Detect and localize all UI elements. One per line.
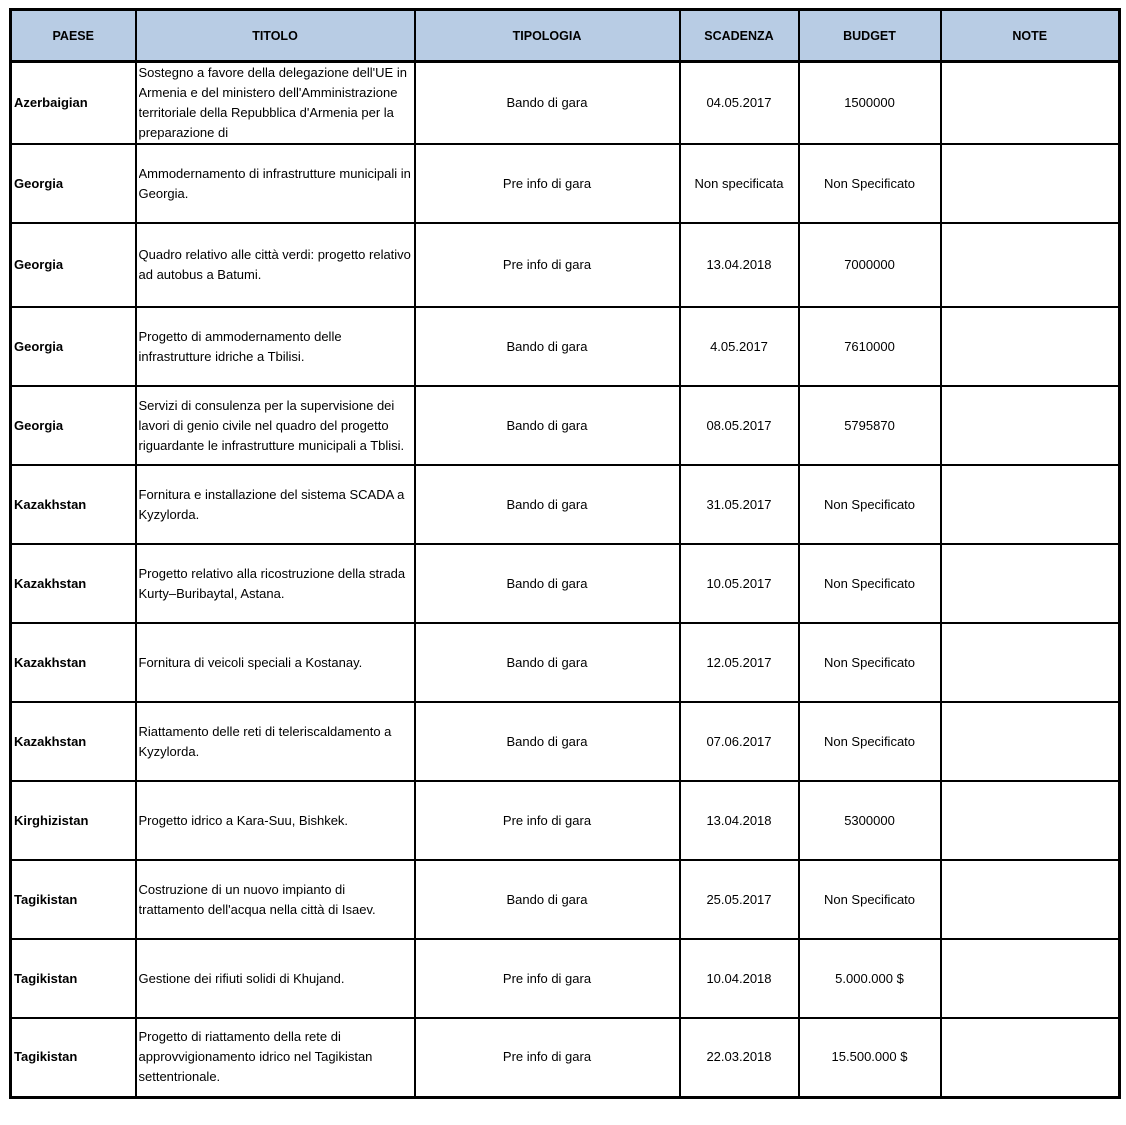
cell-budget[interactable]: Non Specificato bbox=[799, 465, 941, 544]
cell-budget[interactable]: 7610000 bbox=[799, 307, 941, 386]
cell-tipologia[interactable]: Bando di gara bbox=[415, 307, 680, 386]
cell-titolo-text: Costruzione di un nuovo impianto di trattamento dell'acqua nella città di Isaev. bbox=[138, 881, 376, 917]
cell-tipologia[interactable]: Bando di gara bbox=[415, 62, 680, 145]
cell-titolo-text: Progetto idrico a Kara-Suu, Bishkek. bbox=[138, 812, 349, 828]
cell-note[interactable] bbox=[941, 144, 1120, 223]
table-row bbox=[11, 702, 1120, 781]
cell-budget[interactable]: 15.500.000 $ bbox=[799, 1018, 941, 1097]
cell-note[interactable] bbox=[941, 702, 1120, 781]
table-row bbox=[11, 860, 1120, 939]
cell-paese[interactable]: Kazakhstan bbox=[11, 623, 136, 702]
cell-paese[interactable]: Azerbaigian bbox=[11, 62, 136, 145]
tenders-table bbox=[9, 8, 1121, 1099]
cell-titolo[interactable] bbox=[136, 465, 415, 544]
cell-note[interactable] bbox=[941, 307, 1120, 386]
cell-scadenza[interactable]: 31.05.2017 bbox=[680, 465, 799, 544]
cell-budget[interactable]: 1500000 bbox=[799, 62, 941, 145]
cell-scadenza[interactable]: 04.05.2017 bbox=[680, 62, 799, 145]
cell-note[interactable] bbox=[941, 62, 1120, 145]
cell-titolo-text: Progetto di riattamento della rete di approvvigionamento idrico nel Tagikistan settentrionale. bbox=[138, 1029, 373, 1085]
cell-scadenza[interactable]: 13.04.2018 bbox=[680, 223, 799, 307]
cell-titolo[interactable] bbox=[136, 702, 415, 781]
cell-titolo[interactable] bbox=[136, 386, 415, 465]
cell-tipologia[interactable]: Bando di gara bbox=[415, 465, 680, 544]
table-row bbox=[11, 465, 1120, 544]
cell-scadenza[interactable]: 25.05.2017 bbox=[680, 860, 799, 939]
header-row bbox=[11, 10, 1120, 62]
cell-tipologia[interactable]: Pre info di gara bbox=[415, 223, 680, 307]
cell-budget[interactable]: Non Specificato bbox=[799, 144, 941, 223]
cell-budget[interactable]: 7000000 bbox=[799, 223, 941, 307]
cell-titolo-text: Sostegno a favore della delegazione dell'UE in Armenia e del ministero dell'Amministrazione territoriale della Repubblica d'Armenia per la preparazione di bbox=[138, 65, 407, 140]
table-row bbox=[11, 144, 1120, 223]
cell-paese[interactable]: Kazakhstan bbox=[11, 544, 136, 623]
header-scadenza[interactable]: SCADENZA bbox=[680, 10, 799, 62]
cell-scadenza[interactable]: Non specificata bbox=[680, 144, 799, 223]
header-titolo[interactable]: TITOLO bbox=[136, 10, 415, 62]
cell-paese[interactable]: Kazakhstan bbox=[11, 465, 136, 544]
cell-paese[interactable]: Tagikistan bbox=[11, 939, 136, 1018]
table-row bbox=[11, 939, 1120, 1018]
cell-paese[interactable]: Georgia bbox=[11, 307, 136, 386]
table-row bbox=[11, 781, 1120, 860]
cell-budget[interactable]: Non Specificato bbox=[799, 544, 941, 623]
cell-titolo-text: Fornitura e installazione del sistema SCADA a Kyzylorda. bbox=[138, 486, 405, 522]
spreadsheet bbox=[9, 8, 1121, 1099]
cell-titolo[interactable] bbox=[136, 307, 415, 386]
cell-note[interactable] bbox=[941, 781, 1120, 860]
table-row bbox=[11, 62, 1120, 145]
cell-titolo[interactable] bbox=[136, 860, 415, 939]
cell-scadenza[interactable]: 10.04.2018 bbox=[680, 939, 799, 1018]
cell-paese[interactable]: Kirghizistan bbox=[11, 781, 136, 860]
cell-tipologia[interactable]: Bando di gara bbox=[415, 702, 680, 781]
cell-paese[interactable]: Georgia bbox=[11, 144, 136, 223]
cell-budget[interactable]: 5795870 bbox=[799, 386, 941, 465]
cell-tipologia[interactable]: Pre info di gara bbox=[415, 1018, 680, 1097]
cell-titolo[interactable] bbox=[136, 623, 415, 702]
cell-paese[interactable]: Tagikistan bbox=[11, 1018, 136, 1097]
table-row bbox=[11, 1018, 1120, 1097]
table-row bbox=[11, 307, 1120, 386]
cell-titolo[interactable] bbox=[136, 223, 415, 307]
cell-titolo-text: Gestione dei rifiuti solidi di Khujand. bbox=[138, 970, 345, 986]
cell-paese[interactable]: Georgia bbox=[11, 386, 136, 465]
cell-note[interactable] bbox=[941, 386, 1120, 465]
cell-tipologia[interactable]: Pre info di gara bbox=[415, 939, 680, 1018]
cell-budget[interactable]: Non Specificato bbox=[799, 702, 941, 781]
cell-note[interactable] bbox=[941, 939, 1120, 1018]
cell-titolo-text: Ammodernamento di infrastrutture municipali in Georgia. bbox=[138, 165, 411, 201]
cell-titolo-text: Progetto relativo alla ricostruzione della strada Kurty–Buribaytal, Astana. bbox=[138, 565, 406, 601]
cell-scadenza[interactable]: 4.05.2017 bbox=[680, 307, 799, 386]
cell-scadenza[interactable]: 13.04.2018 bbox=[680, 781, 799, 860]
cell-titolo[interactable] bbox=[136, 939, 415, 1018]
cell-tipologia[interactable]: Bando di gara bbox=[415, 544, 680, 623]
cell-paese[interactable]: Tagikistan bbox=[11, 860, 136, 939]
cell-tipologia[interactable]: Bando di gara bbox=[415, 386, 680, 465]
cell-note[interactable] bbox=[941, 623, 1120, 702]
cell-budget[interactable]: 5300000 bbox=[799, 781, 941, 860]
cell-budget[interactable]: Non Specificato bbox=[799, 860, 941, 939]
cell-titolo[interactable] bbox=[136, 62, 415, 145]
cell-paese[interactable]: Georgia bbox=[11, 223, 136, 307]
cell-paese[interactable]: Kazakhstan bbox=[11, 702, 136, 781]
cell-titolo-text: Servizi di consulenza per la supervisione dei lavori di genio civile nel quadro del progetto riguardante le infrastrutture municipali a Tblisi. bbox=[138, 397, 405, 453]
cell-note[interactable] bbox=[941, 223, 1120, 307]
cell-scadenza[interactable]: 10.05.2017 bbox=[680, 544, 799, 623]
cell-scadenza[interactable]: 08.05.2017 bbox=[680, 386, 799, 465]
cell-titolo[interactable] bbox=[136, 544, 415, 623]
cell-titolo-text: Quadro relativo alle città verdi: progetto relativo ad autobus a Batumi. bbox=[138, 247, 411, 282]
table-row bbox=[11, 386, 1120, 465]
cell-note[interactable] bbox=[941, 465, 1120, 544]
cell-note[interactable] bbox=[941, 1018, 1120, 1097]
cell-note[interactable] bbox=[941, 544, 1120, 623]
cell-titolo-text: Fornitura di veicoli speciali a Kostanay. bbox=[138, 654, 363, 670]
cell-tipologia[interactable]: Bando di gara bbox=[415, 623, 680, 702]
cell-titolo-text: Progetto di ammodernamento delle infrastrutture idriche a Tbilisi. bbox=[138, 328, 342, 364]
cell-budget[interactable]: Non Specificato bbox=[799, 623, 941, 702]
table-row bbox=[11, 223, 1120, 307]
cell-titolo[interactable] bbox=[136, 1018, 415, 1097]
cell-scadenza[interactable]: 22.03.2018 bbox=[680, 1018, 799, 1097]
header-paese[interactable]: PAESE bbox=[11, 10, 136, 62]
cell-titolo[interactable] bbox=[136, 144, 415, 223]
cell-budget[interactable]: 5.000.000 $ bbox=[799, 939, 941, 1018]
cell-scadenza[interactable]: 12.05.2017 bbox=[680, 623, 799, 702]
cell-note[interactable] bbox=[941, 860, 1120, 939]
cell-titolo[interactable] bbox=[136, 781, 415, 860]
table-row bbox=[11, 623, 1120, 702]
cell-scadenza[interactable]: 07.06.2017 bbox=[680, 702, 799, 781]
header-tipologia[interactable]: TIPOLOGIA bbox=[415, 10, 680, 62]
header-budget[interactable]: BUDGET bbox=[799, 10, 941, 62]
cell-tipologia[interactable]: Bando di gara bbox=[415, 860, 680, 939]
cell-tipologia[interactable]: Pre info di gara bbox=[415, 144, 680, 223]
header-note[interactable]: NOTE bbox=[941, 10, 1120, 62]
table-row bbox=[11, 544, 1120, 623]
cell-tipologia[interactable]: Pre info di gara bbox=[415, 781, 680, 860]
cell-titolo-text: Riattamento delle reti di teleriscaldamento a Kyzylorda. bbox=[138, 723, 392, 759]
